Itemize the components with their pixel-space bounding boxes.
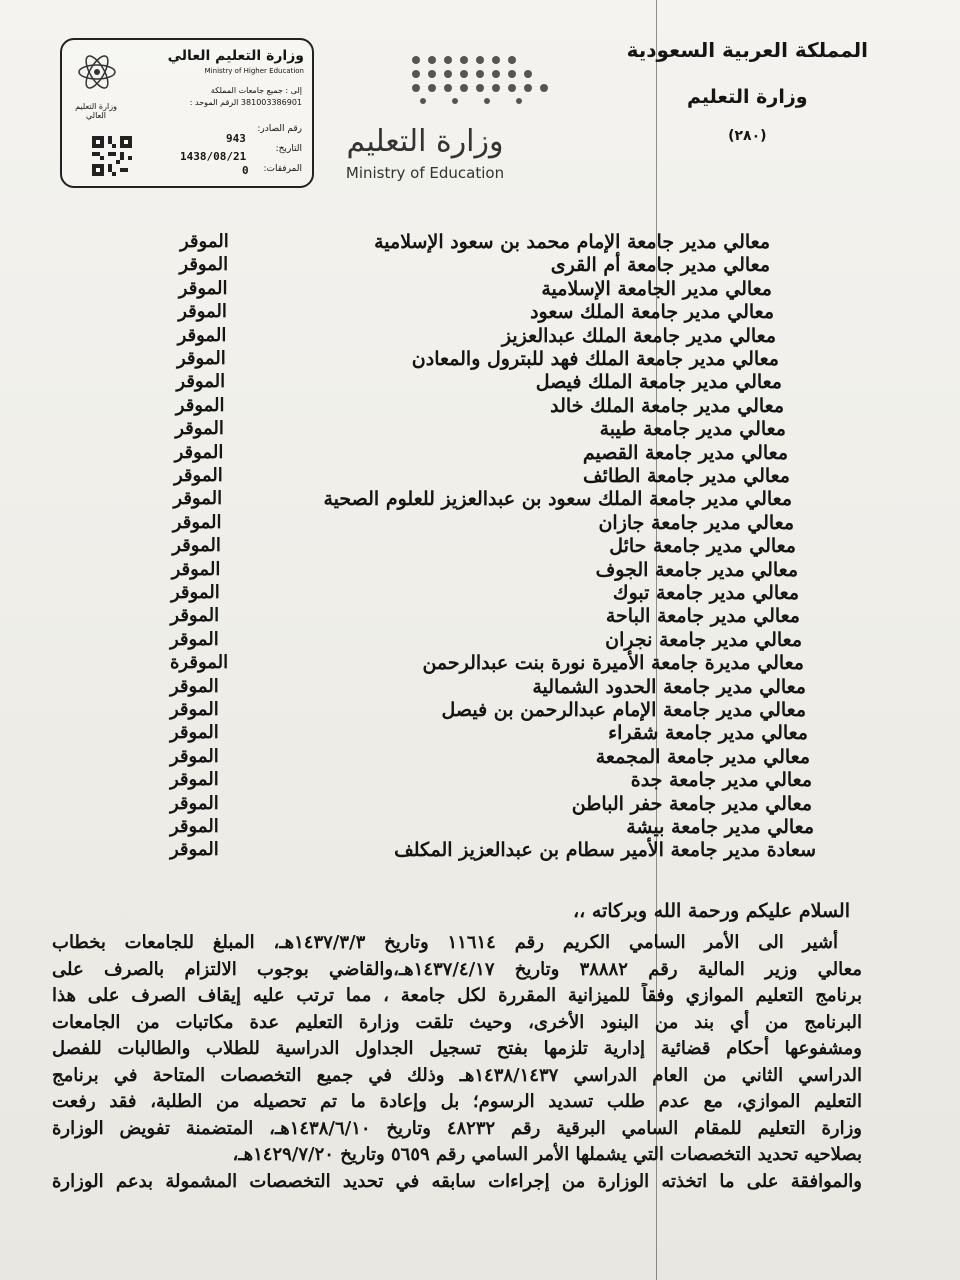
recipient-name: معالي مدير جامعة الملك سعود بن عبدالعزيز للعلوم الصحية: [323, 488, 792, 511]
recipient-row: [170, 651, 804, 675]
stamp-unified-label: [190, 98, 302, 107]
recipient-row: [170, 534, 796, 558]
recipient-name: معالي مدير جامعة الملك سعود: [530, 301, 774, 324]
recipient-row: [170, 675, 806, 699]
greeting: السلام عليكم ورحمة الله وبركاته ،،: [572, 900, 850, 922]
recipient-name: معالي مدير جامعة الملك فهد للبترول والمعادن: [411, 348, 779, 370]
recipient-name: معالي مدير جامعة شقراء: [608, 722, 808, 745]
recipient-name: سعادة مدير جامعة الأمير سطام بن عبدالعزيز المكلف: [394, 839, 816, 862]
recipient-row: [170, 511, 794, 535]
stamp-attachments-label: المرفقات:: [263, 164, 302, 174]
recipient-row: [170, 815, 814, 839]
kingdom-name: المملكة العربية السعودية: [626, 38, 868, 62]
recipient-honorific: الموقر: [170, 769, 219, 791]
recipient-honorific: الموقر: [172, 535, 221, 557]
recipient-honorific: الموقر: [178, 277, 228, 299]
body-line: وزارة التعليم للمقام السامي البرقية رقم ٤٨٢٣٢ وتاريخ ١٤٣٨/٦/١٠هـ، المتضمنة تفويض الوزارة: [52, 1117, 862, 1139]
emblem-caption: وزارة التعليم العالي: [75, 102, 117, 120]
recipient-name: معالي مدير جامعة الإمام عبدالرحمن بن فيصل: [441, 699, 806, 721]
recipient-honorific: الموقر: [174, 441, 224, 463]
recipient-name: معالي مدير جامعة الإمام محمد بن سعود الإسلامية: [374, 231, 770, 253]
body-line: أشير الى الأمر السامي الكريم رقم ١١٦١٤ وتاريخ ١٤٣٧/٣/٣هـ، المبلغ للجامعات بخطاب: [52, 932, 839, 953]
stamp-date-value: 1438/08/21: [180, 150, 247, 163]
recipient-row: [170, 558, 798, 582]
body-line: بصلاحيه تحديد التخصصات التي يشملها الأمر السامي رقم ٥٦٥٩ وتاريخ ١٤٢٩/٧/٢٠هـ،: [232, 1144, 862, 1165]
recipient-honorific: الموقر: [180, 231, 229, 252]
logo-arabic-text: وزارة التعليم: [346, 124, 504, 159]
recipient-row: [170, 745, 810, 769]
recipient-name: معالي مدير جامعة حائل: [609, 535, 796, 558]
recipient-row: [170, 487, 792, 511]
recipient-honorific: الموقر: [170, 839, 219, 861]
recipient-honorific: الموقر: [170, 745, 219, 767]
recipient-honorific: الموقر: [171, 558, 221, 580]
recipient-row: [170, 721, 808, 745]
stamp-number-label: رقم الصادر:: [257, 124, 302, 134]
recipient-row: [170, 581, 799, 605]
recipient-name: معالي مدير جامعة الجوف: [595, 558, 798, 581]
recipient-row: [170, 394, 784, 418]
stamp-unified-label-text: الرقم الموحد :: [189, 98, 239, 107]
recipient-honorific: الموقر: [170, 628, 219, 650]
reference-code: (٢٨٠): [728, 128, 767, 144]
stamp-ministry-english: Ministry of Higher Education: [204, 67, 304, 75]
recipient-name: معالي مدير جامعة الباحة: [605, 605, 800, 628]
recipient-name: معالي مديرة جامعة الأميرة نورة بنت عبدالرحمن: [422, 652, 804, 675]
body-line: والموافقة على ما اتخذته الوزارة من إجراءات سابقه في تحديد التخصصات المشمولة بدعم الوزارة: [52, 1170, 862, 1192]
recipient-honorific: الموقر: [170, 605, 220, 627]
recipient-name: معالي مدير جامعة الملك عبدالعزيز: [501, 324, 776, 347]
recipient-name: معالي مدير جامعة الملك فيصل: [535, 371, 782, 394]
ministry-logo: [320, 48, 520, 188]
recipient-name: معالي مدير جامعة نجران: [605, 628, 802, 651]
recipient-row: [170, 230, 770, 254]
recipient-honorific: الموقر: [179, 254, 229, 276]
stamp-unified-number: 381003386901: [240, 98, 302, 107]
body-line: البرنامج من أي بند من البنود الأخرى، وحيث تلقت وزارة التعليم عدة مكاتبات من الجامعات: [52, 1011, 862, 1033]
ministry-name: وزارة التعليم: [687, 86, 808, 108]
recipient-row: [170, 324, 776, 348]
recipient-honorific: الموقر: [171, 582, 220, 603]
stamp-attachments-value: 0: [242, 164, 249, 177]
recipient-honorific: الموقر: [174, 465, 223, 486]
recipient-honorific: الموقر: [172, 511, 222, 533]
stamp-number-value: 943: [226, 132, 246, 145]
stamp-to: إلى : جميع جامعات المملكة: [210, 86, 302, 95]
recipient-honorific: الموقر: [170, 816, 219, 837]
recipient-row: [170, 628, 802, 652]
recipient-name: معالي مدير جامعة بيشة: [626, 816, 814, 838]
stamp-ministry-arabic: وزارة التعليم العالي: [167, 48, 304, 64]
recipient-row: [170, 347, 779, 371]
outgoing-stamp: [60, 38, 314, 188]
stamp-date-label: التاريخ:: [275, 144, 302, 154]
recipient-row: [170, 441, 788, 465]
recipient-row: [170, 370, 782, 394]
recipient-honorific: الموقر: [170, 722, 219, 744]
recipient-row: [170, 253, 770, 277]
recipient-name: معالي مدير جامعة حفر الباطن: [571, 792, 812, 815]
recipient-honorific: الموقر: [177, 324, 227, 346]
recipient-honorific: الموقر: [175, 394, 225, 416]
body-line: الدراسي الثاني من العام الدراسي ١٤٣٨/١٤٣٧هـ وذلك في جميع التخصصات المتاحة في برنامج: [52, 1064, 862, 1086]
recipient-name: معالي مدير جامعة تبوك: [612, 582, 799, 604]
qr-code-icon: [92, 136, 132, 176]
recipient-row: [170, 464, 790, 488]
recipient-honorific: الموقر: [170, 792, 219, 814]
recipient-honorific: الموقر: [176, 371, 226, 393]
recipient-row: [170, 792, 812, 816]
recipient-name: معالي مدير جامعة جازان: [598, 511, 794, 534]
atom-emblem-icon: [76, 48, 118, 96]
recipient-honorific: الموقر: [177, 348, 226, 369]
recipient-row: [170, 277, 770, 301]
recipient-name: معالي مدير جامعة أم القرى: [550, 254, 770, 277]
recipient-name: معالي مدير جامعة الحدود الشمالية: [532, 675, 806, 698]
recipient-honorific: الموقر: [175, 418, 224, 440]
letterhead-right: [627, 38, 868, 144]
recipient-honorific: الموقر: [170, 675, 219, 697]
body-line: ومشفوعها أحكام قضائية إدارية تلزمها بفتح تسجيل الجداول الدراسية للطلاب والطالبات للفصل: [52, 1038, 862, 1059]
recipient-name: معالي مدير الجامعة الإسلامية: [541, 277, 772, 300]
recipient-honorific: الموقر: [178, 301, 227, 323]
recipient-row: [170, 768, 812, 792]
body-line: معالي وزير المالية رقم ٣٨٨٨٢ وتاريخ ١٤٣٧/٤/١٧هـ،والقاضي بوجوب الالتزام بالصرف على: [52, 958, 862, 980]
recipient-name: معالي مدير جامعة المجمعة: [595, 745, 810, 768]
recipient-name: معالي مدير جامعة الملك خالد: [550, 394, 784, 417]
recipient-row: [170, 838, 816, 862]
logo-english-text: Ministry of Education: [345, 164, 505, 182]
body-line: برنامج التعليم الموازي وفقاً للميزانية المقررة لكل جامعة ، مما ترتب عليه إيقاف الصرف على هذا: [52, 985, 862, 1006]
recipient-name: معالي مدير جامعة القصيم: [582, 441, 788, 464]
letter-body: [52, 930, 862, 1195]
recipient-honorific: الموقر: [170, 699, 219, 720]
recipient-row: [170, 300, 774, 324]
body-line: التعليم الموازي، مع عدم طلب تسديد الرسوم؛ بل وإعادة ما تم تحصيله من الطلبة، فقد رفعت: [52, 1091, 862, 1112]
recipient-honorific: الموقر: [173, 488, 223, 510]
recipient-honorific: الموقرة: [170, 652, 229, 674]
recipient-name: معالي مدير جامعة طيبة: [599, 418, 786, 441]
recipient-row: [170, 417, 786, 441]
recipient-row: [170, 604, 800, 628]
recipient-name: معالي مدير جامعة جدة: [630, 769, 812, 792]
recipient-name: معالي مدير جامعة الطائف: [583, 465, 790, 487]
recipient-row: [170, 698, 806, 722]
